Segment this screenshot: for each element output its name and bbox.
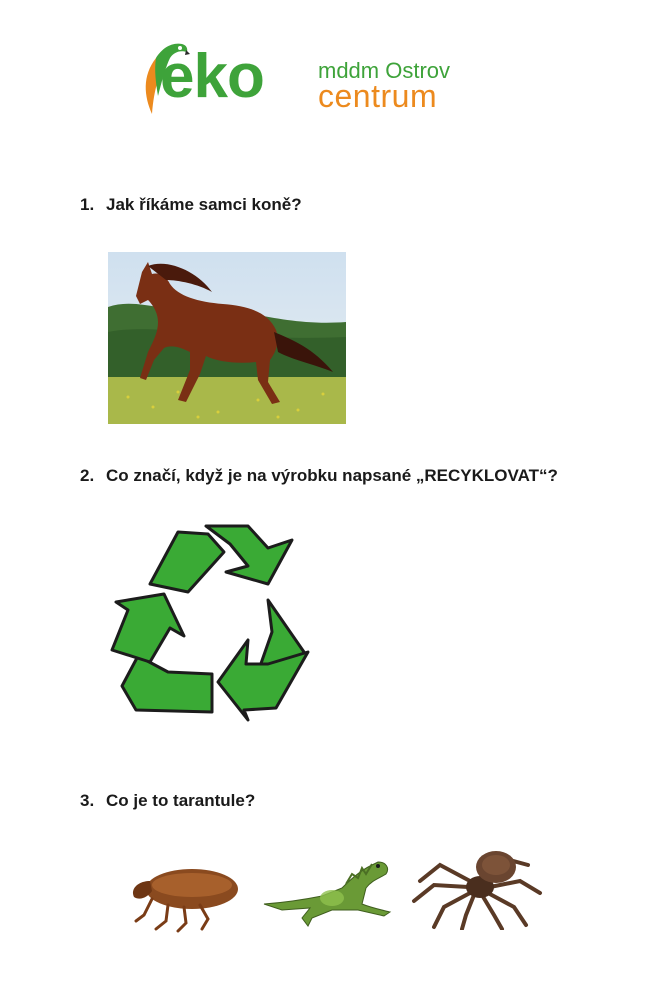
logo-subtitle-line2: centrum xyxy=(318,78,438,114)
horse-photo xyxy=(108,252,346,424)
question-number: 1. xyxy=(80,195,95,214)
question-1 xyxy=(80,195,302,215)
question-text: Jak říkáme samci koně? xyxy=(106,195,302,214)
logo-subtitle-line1: mddm Ostrov xyxy=(318,58,451,83)
eko-centrum-logo xyxy=(130,36,510,116)
question-number: 3. xyxy=(80,791,95,810)
question-text: Co značí, když je na výrobku napsané „RECYKLOVAT“? xyxy=(106,466,558,485)
question-number: 2. xyxy=(80,466,95,485)
question-text: Co je to tarantule? xyxy=(106,791,256,810)
question-2 xyxy=(80,466,558,486)
question-3 xyxy=(80,791,255,811)
tarantula-image xyxy=(410,845,545,930)
recycle-icon xyxy=(108,522,324,722)
flea-image xyxy=(122,855,242,935)
logo-brand-text: eko xyxy=(160,42,264,111)
iguana-image xyxy=(262,848,392,928)
